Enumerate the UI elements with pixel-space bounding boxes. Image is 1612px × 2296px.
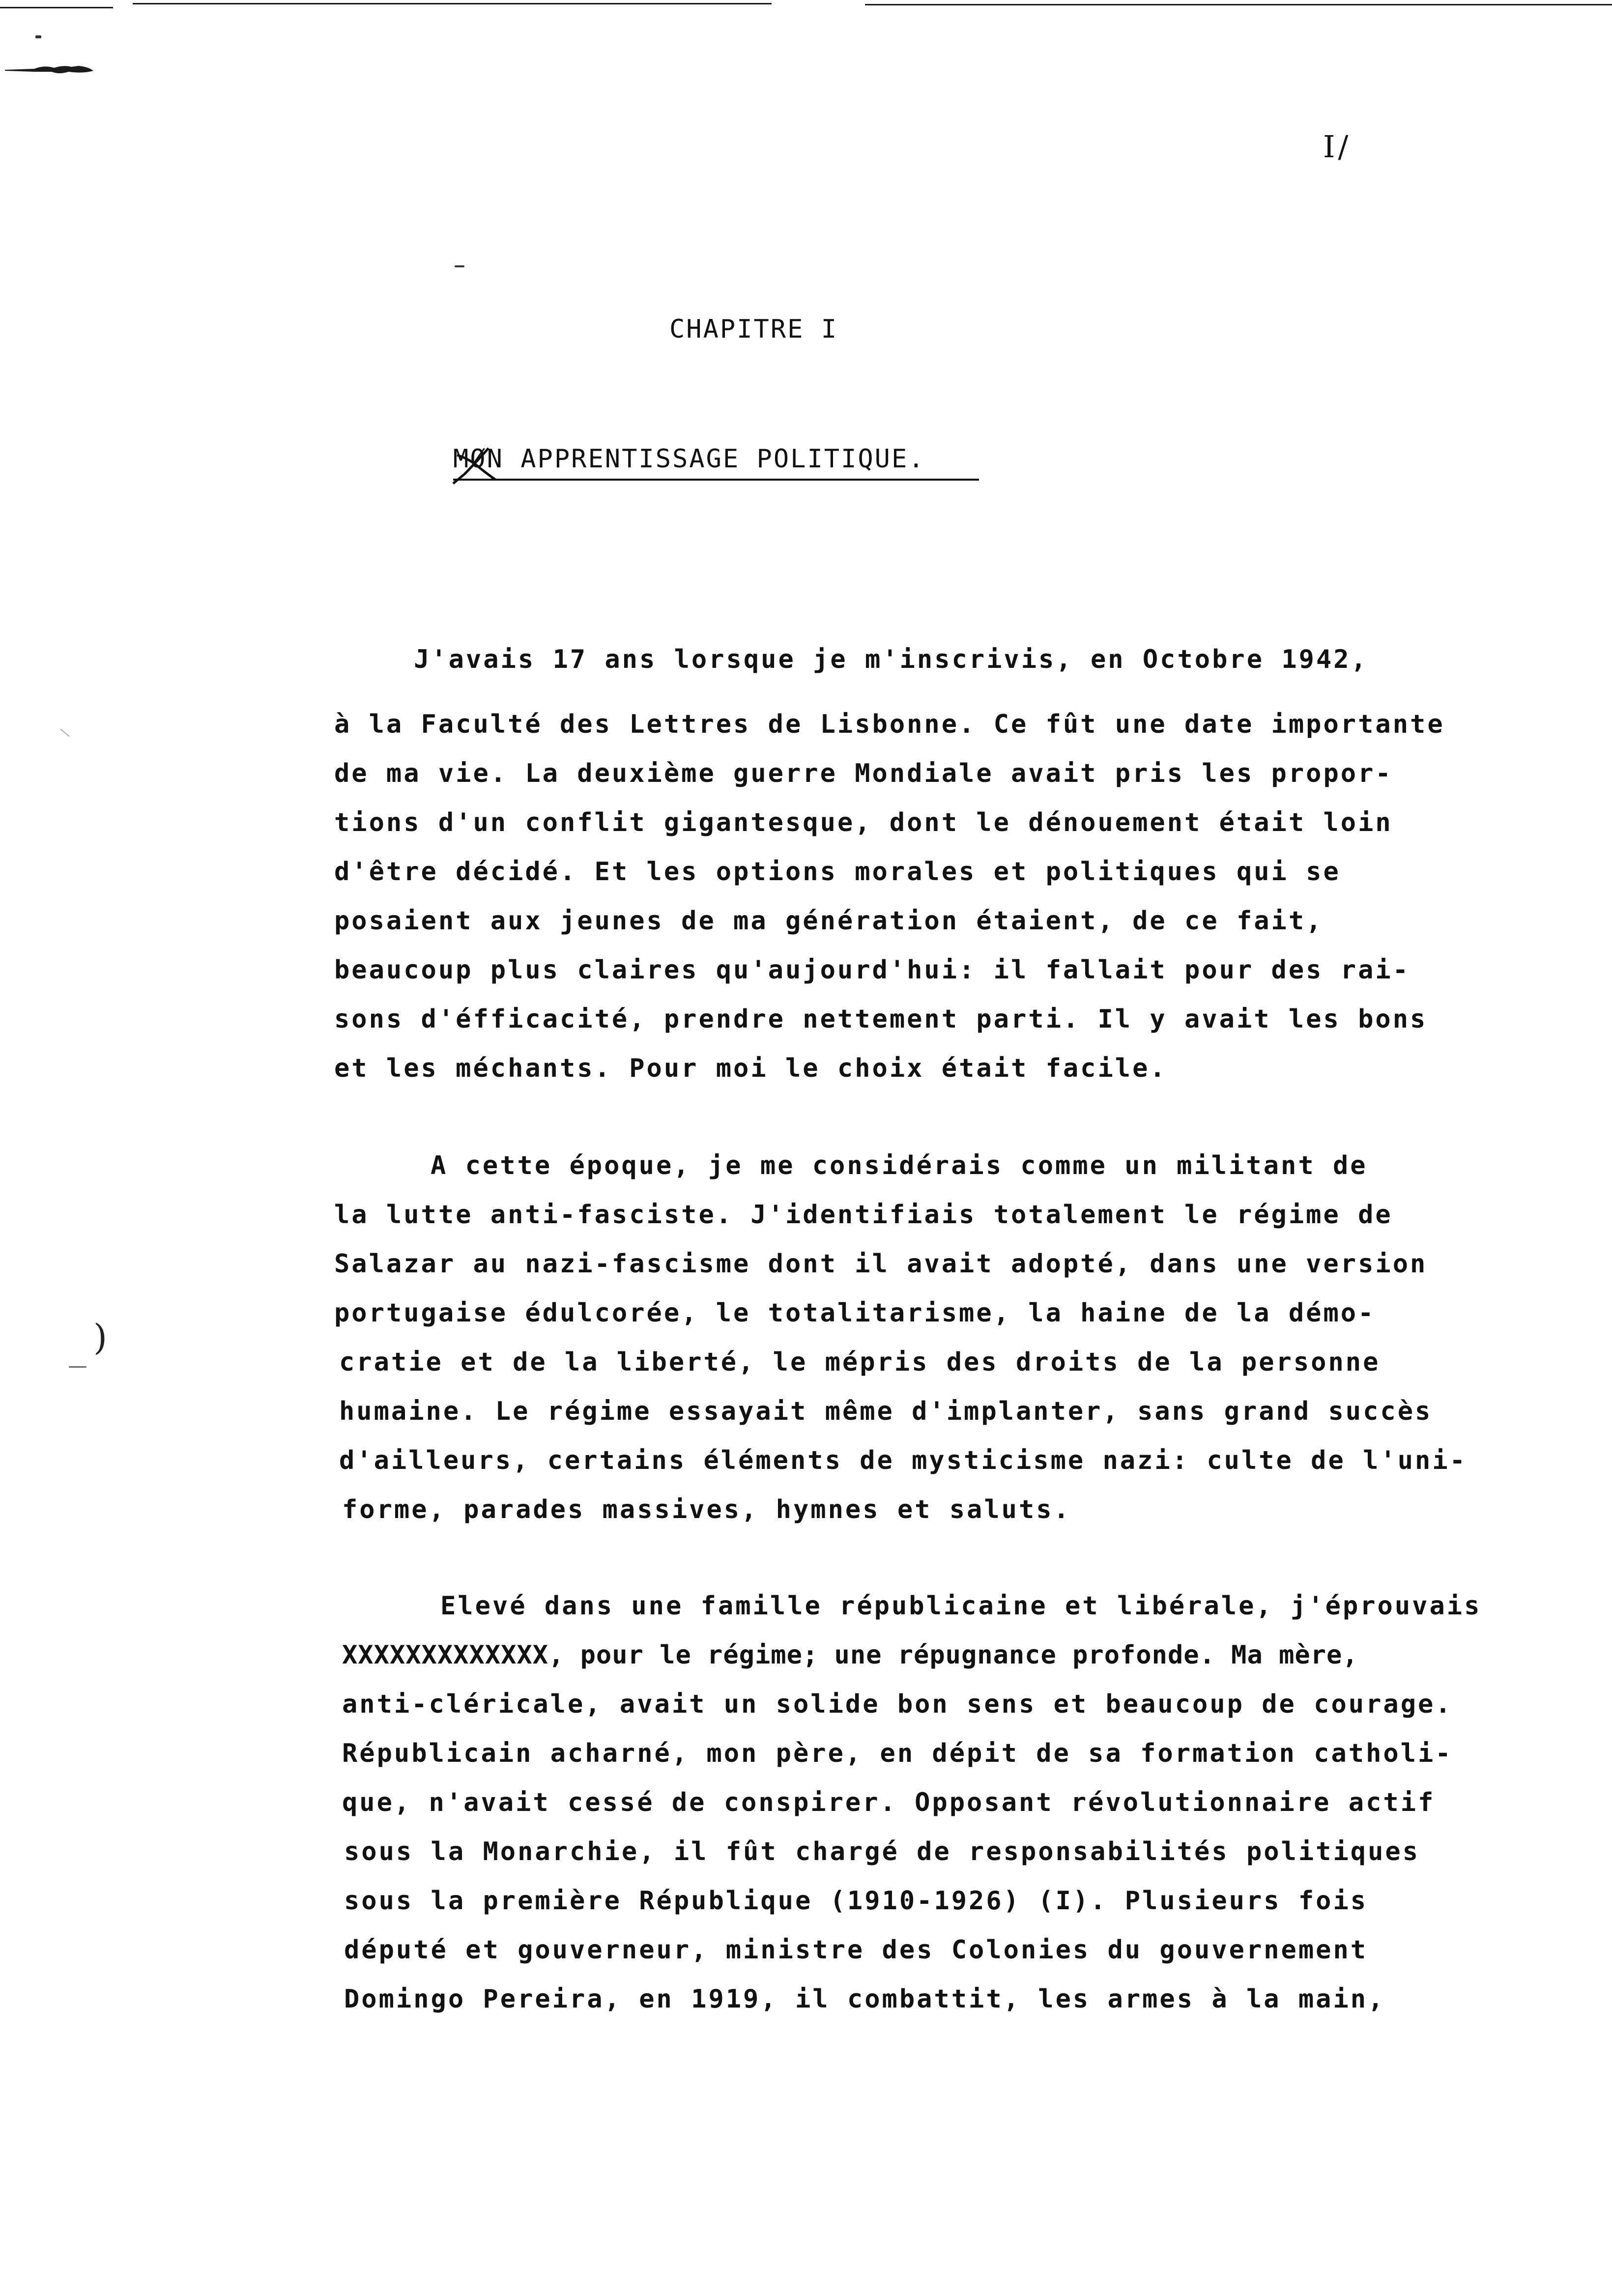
struck-out-word xyxy=(453,444,487,474)
text-line: député et gouverneur, ministre des Colonies du gouvernement xyxy=(344,1935,1368,1965)
text-line: sons d'éfficacité, prendre nettement parti. Il y avait les bons xyxy=(334,1004,1428,1034)
text-line: Domingo Pereira, en 1919, il combattit, les armes à la main, xyxy=(344,1984,1385,2014)
title-underline xyxy=(453,479,979,481)
text-line: XXXXXXXXXXXXX, pour le régime; une répugnance profonde. Ma mère, xyxy=(342,1640,1358,1670)
text-line: J'avais 17 ans lorsque je m'inscrivis, en Octobre 1942, xyxy=(414,645,1368,674)
text-line: humaine. Le régime essayait même d'implanter, sans grand succès xyxy=(339,1397,1433,1426)
text-line: d'être décidé. Et les options morales et politiques qui se xyxy=(334,857,1341,887)
text-line: portugaise édulcorée, le totalitarisme, la haine de la démo- xyxy=(334,1298,1376,1328)
text-line: posaient aux jeunes de ma génération étaient, de ce fait, xyxy=(334,906,1324,936)
text-line: Républicain acharné, mon père, en dépit de sa formation catholi- xyxy=(342,1739,1453,1768)
text-line: et les méchants. Pour moi le choix était facile. xyxy=(334,1054,1167,1083)
scan-speck xyxy=(60,729,70,737)
text-line: d'ailleurs, certains éléments de mysticisme nazi: culte de l'uni- xyxy=(339,1446,1467,1475)
text-line: que, n'avait cessé de conspirer. Opposant révolutionnaire actif xyxy=(342,1788,1436,1817)
text-line: anti-cléricale, avait un solide bon sens et beaucoup de courage. xyxy=(342,1690,1453,1719)
margin-parenthesis: ) xyxy=(93,1317,108,1358)
scan-speck xyxy=(35,35,41,38)
text-line: Elevé dans une famille républicaine et libérale, j'éprouvais xyxy=(440,1591,1482,1621)
text-line: sous la première République (1910-1926) (I). Plusieurs fois xyxy=(344,1886,1368,1916)
scan-speck xyxy=(455,265,464,267)
scan-edge-line xyxy=(0,7,113,8)
text-line: cratie et de la liberté, le mépris des droits de la personne xyxy=(339,1348,1381,1377)
text-line: sous la Monarchie, il fût chargé de responsabilités politiques xyxy=(344,1837,1420,1866)
page-number: I/ xyxy=(1323,129,1352,165)
struck-letters: MØ xyxy=(453,444,487,474)
text-line: forme, parades massives, hymnes et saluts. xyxy=(342,1495,1071,1524)
text-line: tions d'un conflit gigantesque, dont le dénouement était loin xyxy=(334,808,1393,837)
scan-edge-line xyxy=(865,4,1612,5)
text-line: à la Faculté des Lettres de Lisbonne. Ce fût une date importante xyxy=(334,710,1445,739)
binder-clip-mark xyxy=(5,64,98,76)
text-line: beaucoup plus claires qu'aujourd'hui: il fallait pour des rai- xyxy=(334,955,1410,985)
chapter-heading: CHAPITRE I xyxy=(669,315,838,344)
scan-edge-line xyxy=(133,3,772,4)
text-line: A cette époque, je me considérais comme un militant de xyxy=(431,1151,1368,1180)
section-title-text: N APPRENTISSAGE POLITIQUE. xyxy=(487,444,925,474)
text-line: la lutte anti-fasciste. J'identifiais totalement le régime de xyxy=(334,1200,1393,1230)
text-line: Salazar au nazi-fascisme dont il avait adopté, dans une version xyxy=(334,1249,1428,1279)
text-line: de ma vie. La deuxième guerre Mondiale avait pris les propor- xyxy=(334,759,1393,788)
section-title xyxy=(453,444,925,474)
scan-speck xyxy=(69,1366,86,1368)
